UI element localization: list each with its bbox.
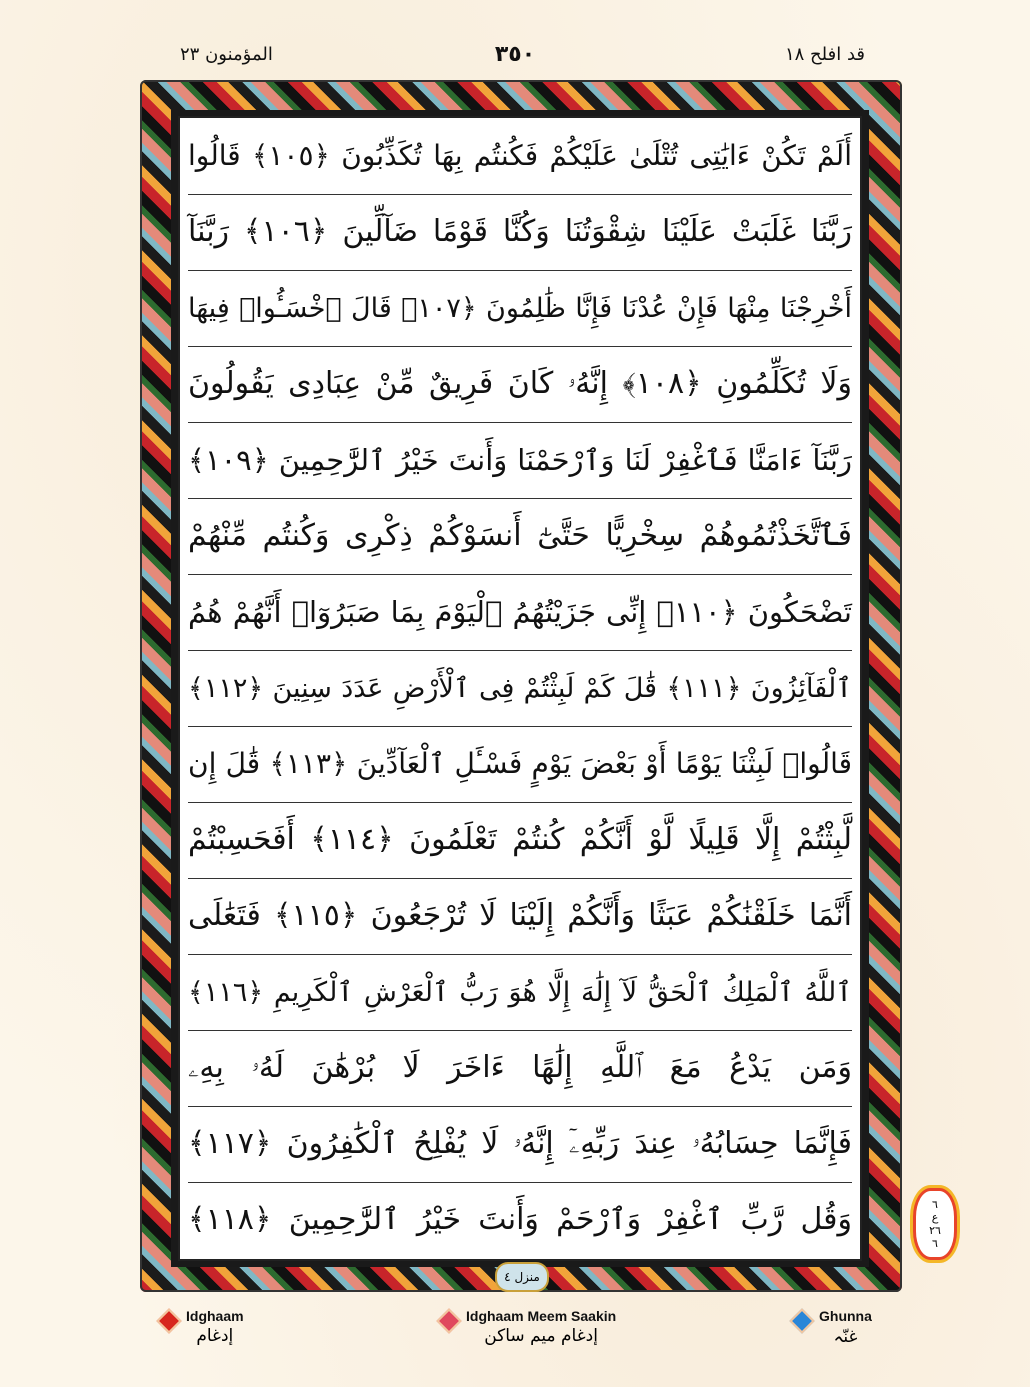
verse-line-text: تَضْحَكُونَ ﴿١١٠﴾ إِنِّى جَزَيْتُهُمُ ٱلْيَوْمَ بِمَا صَبَرُوٓا۟ أَنَّهُمْ هُمُ xyxy=(188,594,852,629)
verse-line-text: فَٱتَّخَذْتُمُوهُمْ سِخْرِيًّا حَتَّىٰٓ أَنسَوْكُمْ ذِكْرِى وَكُنتُم مِّنْهُمْ xyxy=(188,518,852,553)
verse-line xyxy=(188,270,852,347)
verse-line-text: لَّبِثْتُمْ إِلَّا قَلِيلًا لَّوْ أَنَّكُمْ كُنتُمْ تَعْلَمُونَ ﴿١١٤﴾ أَفَحَسِبْتُمْ xyxy=(188,822,852,857)
verse-line xyxy=(188,802,852,879)
ruku-middle: ٢٦ xyxy=(929,1224,941,1237)
verse-line xyxy=(188,194,852,271)
diamond-icon xyxy=(789,1308,814,1333)
manzil-badge: منزل ٤ xyxy=(495,1262,549,1292)
diamond-icon xyxy=(436,1308,461,1333)
verse-line-text: ٱللَّهُ ٱلْمَلِكُ ٱلْحَقُّ لَآ إِلَٰهَ إِلَّا هُوَ رَبُّ ٱلْعَرْشِ ٱلْكَرِيمِ ﴿١١٦﴾ xyxy=(188,976,852,1008)
verse-line xyxy=(188,498,852,575)
ruku-top: ٦ xyxy=(932,1198,938,1211)
legend-arabic: إدغام ميم ساكن xyxy=(484,1326,598,1346)
verse-line-text: أَلَمْ تَكُنْ ءَايَٰتِى تُتْلَىٰ عَلَيْكُمْ فَكُنتُم بِهَا تُكَذِّبُونَ ﴿١٠٥﴾ قَالُوا xyxy=(188,139,852,172)
legend-label: Idghaam Meem Saakin xyxy=(466,1308,617,1324)
verse-line-text: وَلَا تُكَلِّمُونِ ﴿١٠٨﴾ إِنَّهُۥ كَانَ فَرِيقٌ مِّنْ عِبَادِى يَقُولُونَ xyxy=(188,366,853,401)
verse-line-text: قَالُوا۟ لَبِثْنَا يَوْمًا أَوْ بَعْضَ يَوْمٍ فَسْـَٔلِ ٱلْعَآدِّينَ ﴿١١٣﴾ قَٰلَ إِن xyxy=(188,747,853,780)
verse-line-text: فَإِنَّمَا حِسَابُهُۥ عِندَ رَبِّهِۦٓ إِنَّهُۥ لَا يُفْلِحُ ٱلْكَٰفِرُونَ ﴿١١٧﴾ xyxy=(188,1126,852,1161)
verse-line-text: رَبَّنَا غَلَبَتْ عَلَيْنَا شِقْوَتُنَا وَكُنَّا قَوْمًا ضَآلِّينَ ﴿١٠٦﴾ رَبَّنَآ xyxy=(188,214,852,249)
verse-line-text: أَخْرِجْنَا مِنْهَا فَإِنْ عُدْنَا فَإِنَّا ظَٰلِمُونَ ﴿١٠٧﴾ قَالَ ٱخْسَـُٔوا۟ فِيهَا xyxy=(188,292,853,324)
verse-line xyxy=(188,726,852,803)
legend-label: Idghaam xyxy=(186,1308,244,1324)
verse-line xyxy=(188,346,852,423)
verse-line xyxy=(188,118,852,195)
legend-idghaam-meem-saakin xyxy=(440,1308,616,1346)
verse-line-text: رَبَّنَآ ءَامَنَّا فَٱغْفِرْ لَنَا وَٱرْحَمْنَا وَأَنتَ خَيْرُ ٱلرَّٰحِمِينَ ﴿١٠٩﴾ xyxy=(188,442,852,477)
legend-label: Ghunna xyxy=(819,1308,872,1324)
verse-line-text: ٱلْفَآئِزُونَ ﴿١١١﴾ قَٰلَ كَمْ لَبِثْتُمْ فِى ٱلْأَرْضِ عَدَدَ سِنِينَ ﴿١١٢﴾ xyxy=(188,672,852,704)
verse-line xyxy=(188,422,852,499)
ruku-letter: ع xyxy=(931,1211,939,1224)
verse-line xyxy=(188,574,852,651)
legend-idghaam xyxy=(160,1308,244,1346)
verse-line xyxy=(188,650,852,727)
verse-line xyxy=(188,1182,852,1258)
verse-line xyxy=(188,1030,852,1107)
verse-line-text: وَمَن يَدْعُ مَعَ ٱللَّهِ إِلَٰهًا ءَاخَرَ لَا بُرْهَٰنَ لَهُۥ بِهِۦ xyxy=(188,1050,852,1085)
legend-arabic: غنّہ xyxy=(833,1327,858,1347)
page-number: ٣٥٠ xyxy=(494,42,536,67)
legend-ghunna xyxy=(793,1308,872,1347)
verse-line-text: أَنَّمَا خَلَقْنَٰكُمْ عَبَثًا وَأَنَّكُمْ إِلَيْنَا لَا تُرْجَعُونَ ﴿١١٥﴾ فَتَعَٰلَى xyxy=(188,898,852,933)
verse-line xyxy=(188,954,852,1031)
ruku-bottom: ٦ xyxy=(932,1237,938,1250)
verse-line xyxy=(188,878,852,955)
ruku-marker xyxy=(913,1188,957,1260)
surah-name: المؤمنون ٢٣ xyxy=(180,44,273,65)
quran-text-box xyxy=(178,116,862,1261)
verse-line-text: وَقُل رَّبِّ ٱغْفِرْ وَٱرْحَمْ وَأَنتَ خَيْرُ ٱلرَّٰحِمِينَ ﴿١١٨﴾ xyxy=(188,1202,852,1237)
juz-name: قد افلح ١٨ xyxy=(784,44,865,65)
diamond-icon xyxy=(156,1308,181,1333)
verse-line xyxy=(188,1106,852,1183)
legend-arabic: إدغام xyxy=(196,1326,234,1346)
